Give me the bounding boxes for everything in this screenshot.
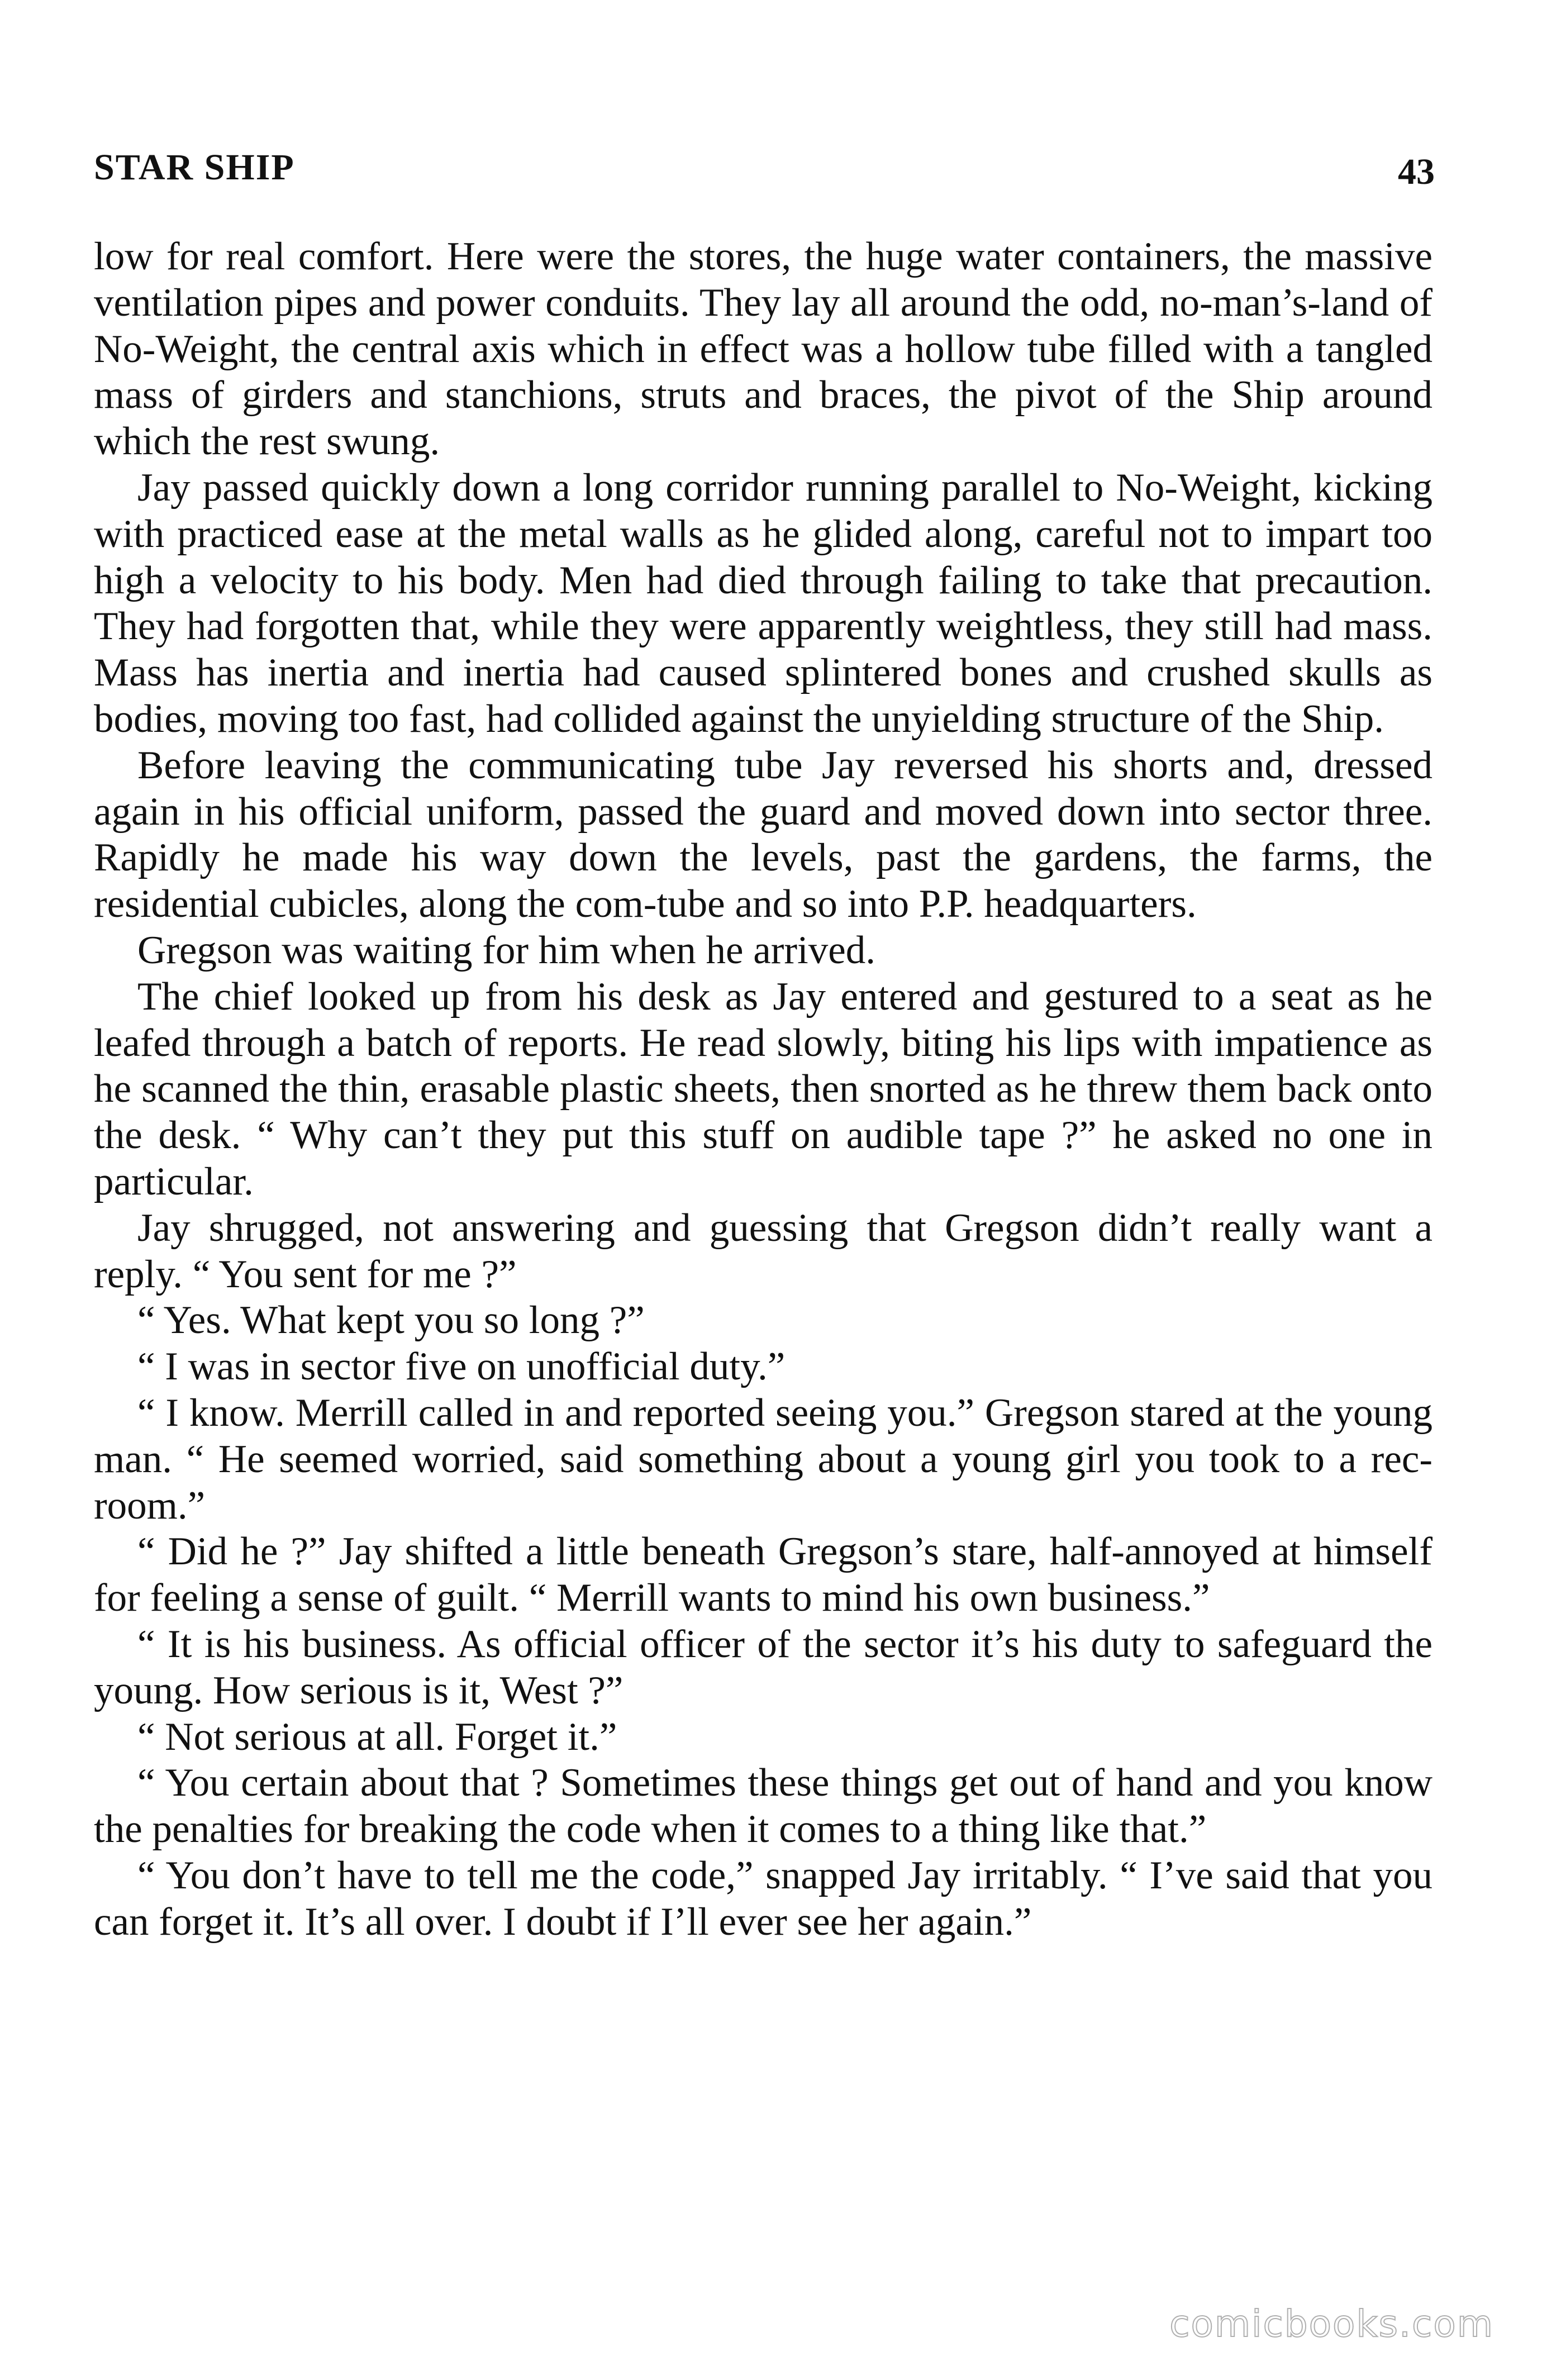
paragraph: Gregson was waiting for him when he arrived. (137, 928, 876, 972)
running-title: STAR SHIP (94, 147, 295, 188)
page-number: 43 (1398, 151, 1435, 192)
paragraph: “ You certain about that ? Sometimes these things get out of hand and you know the penalties for breaking the code when it comes to a thing like that.” (94, 1761, 1432, 1851)
paragraph: Jay shrugged, not answering and guessing that Gregson didn’t really want a reply. “ You sent for me ?” (94, 1206, 1432, 1296)
paragraph: “ Yes. What kept you so long ?” (137, 1298, 645, 1343)
running-head (94, 146, 1435, 197)
paragraph: “ Not serious at all. Forget it.” (137, 1715, 617, 1759)
watermark: comicbooks.com (1169, 2302, 1494, 2345)
body-text (94, 234, 1432, 1945)
paragraph: “ Did he ?” Jay shifted a little beneath Gregson’s stare, half-annoyed at himself for feeling a sense of guilt. “ Merrill wants to mind his own business.” (94, 1530, 1432, 1620)
paragraph: “ I know. Merrill called in and reported seeing you.” Gregson stared at the young man. “ He seemed worried, said something about a young girl you took to a rec-room.” (94, 1391, 1432, 1527)
paragraph: “ I was in sector five on unofficial duty.” (137, 1345, 786, 1389)
paragraph: “ You don’t have to tell me the code,” snapped Jay irritably. “ I’ve said that you can forget it. It’s all over. I doubt if I’ll ever see her again.” (94, 1853, 1432, 1944)
paragraph: Before leaving the communicating tube Jay reversed his shorts and, dressed again in his official uniform, passed the guard and moved down into sector three. Rapidly he made his way down the levels, past the gardens, the farms, the residential cubicles, along the com-tube and so into P.P. headquarters. (94, 743, 1432, 926)
paragraph: low for real comfort. Here were the stores, the huge water containers, the massive ventilation pipes and power conduits. They lay all around the odd, no-man’s-land of No-Weight, the central axis which in effect was a hollow tube filled with a tangled mass of girders and stanchions, struts and braces, the pivot of the Ship around which the rest swung. (94, 235, 1432, 464)
paragraph: The chief looked up from his desk as Jay entered and gestured to a seat as he leafed through a batch of reports. He read slowly, biting his lips with impatience as he scanned the thin, erasable plastic sheets, then snorted as he threw them back onto the desk. “ Why can’t they put this stuff on audible tape ?” he asked no one in particular. (94, 974, 1432, 1203)
paragraph: “ It is his business. As official officer of the sector it’s his duty to safeguard the young. How serious is it, West ?” (94, 1622, 1432, 1712)
paragraph: Jay passed quickly down a long corridor running parallel to No-Weight, kicking with practiced ease at the metal walls as he glided along, careful not to impart too high a velocity to his body. Men had died through failing to take that precaution. They had forgotten that, while they were apparently weightless, they still had mass. Mass has inertia and inertia had caused splintered bones and crushed skulls as bodies, moving too fast, had collided against the unyielding structure of the Ship. (94, 465, 1432, 741)
